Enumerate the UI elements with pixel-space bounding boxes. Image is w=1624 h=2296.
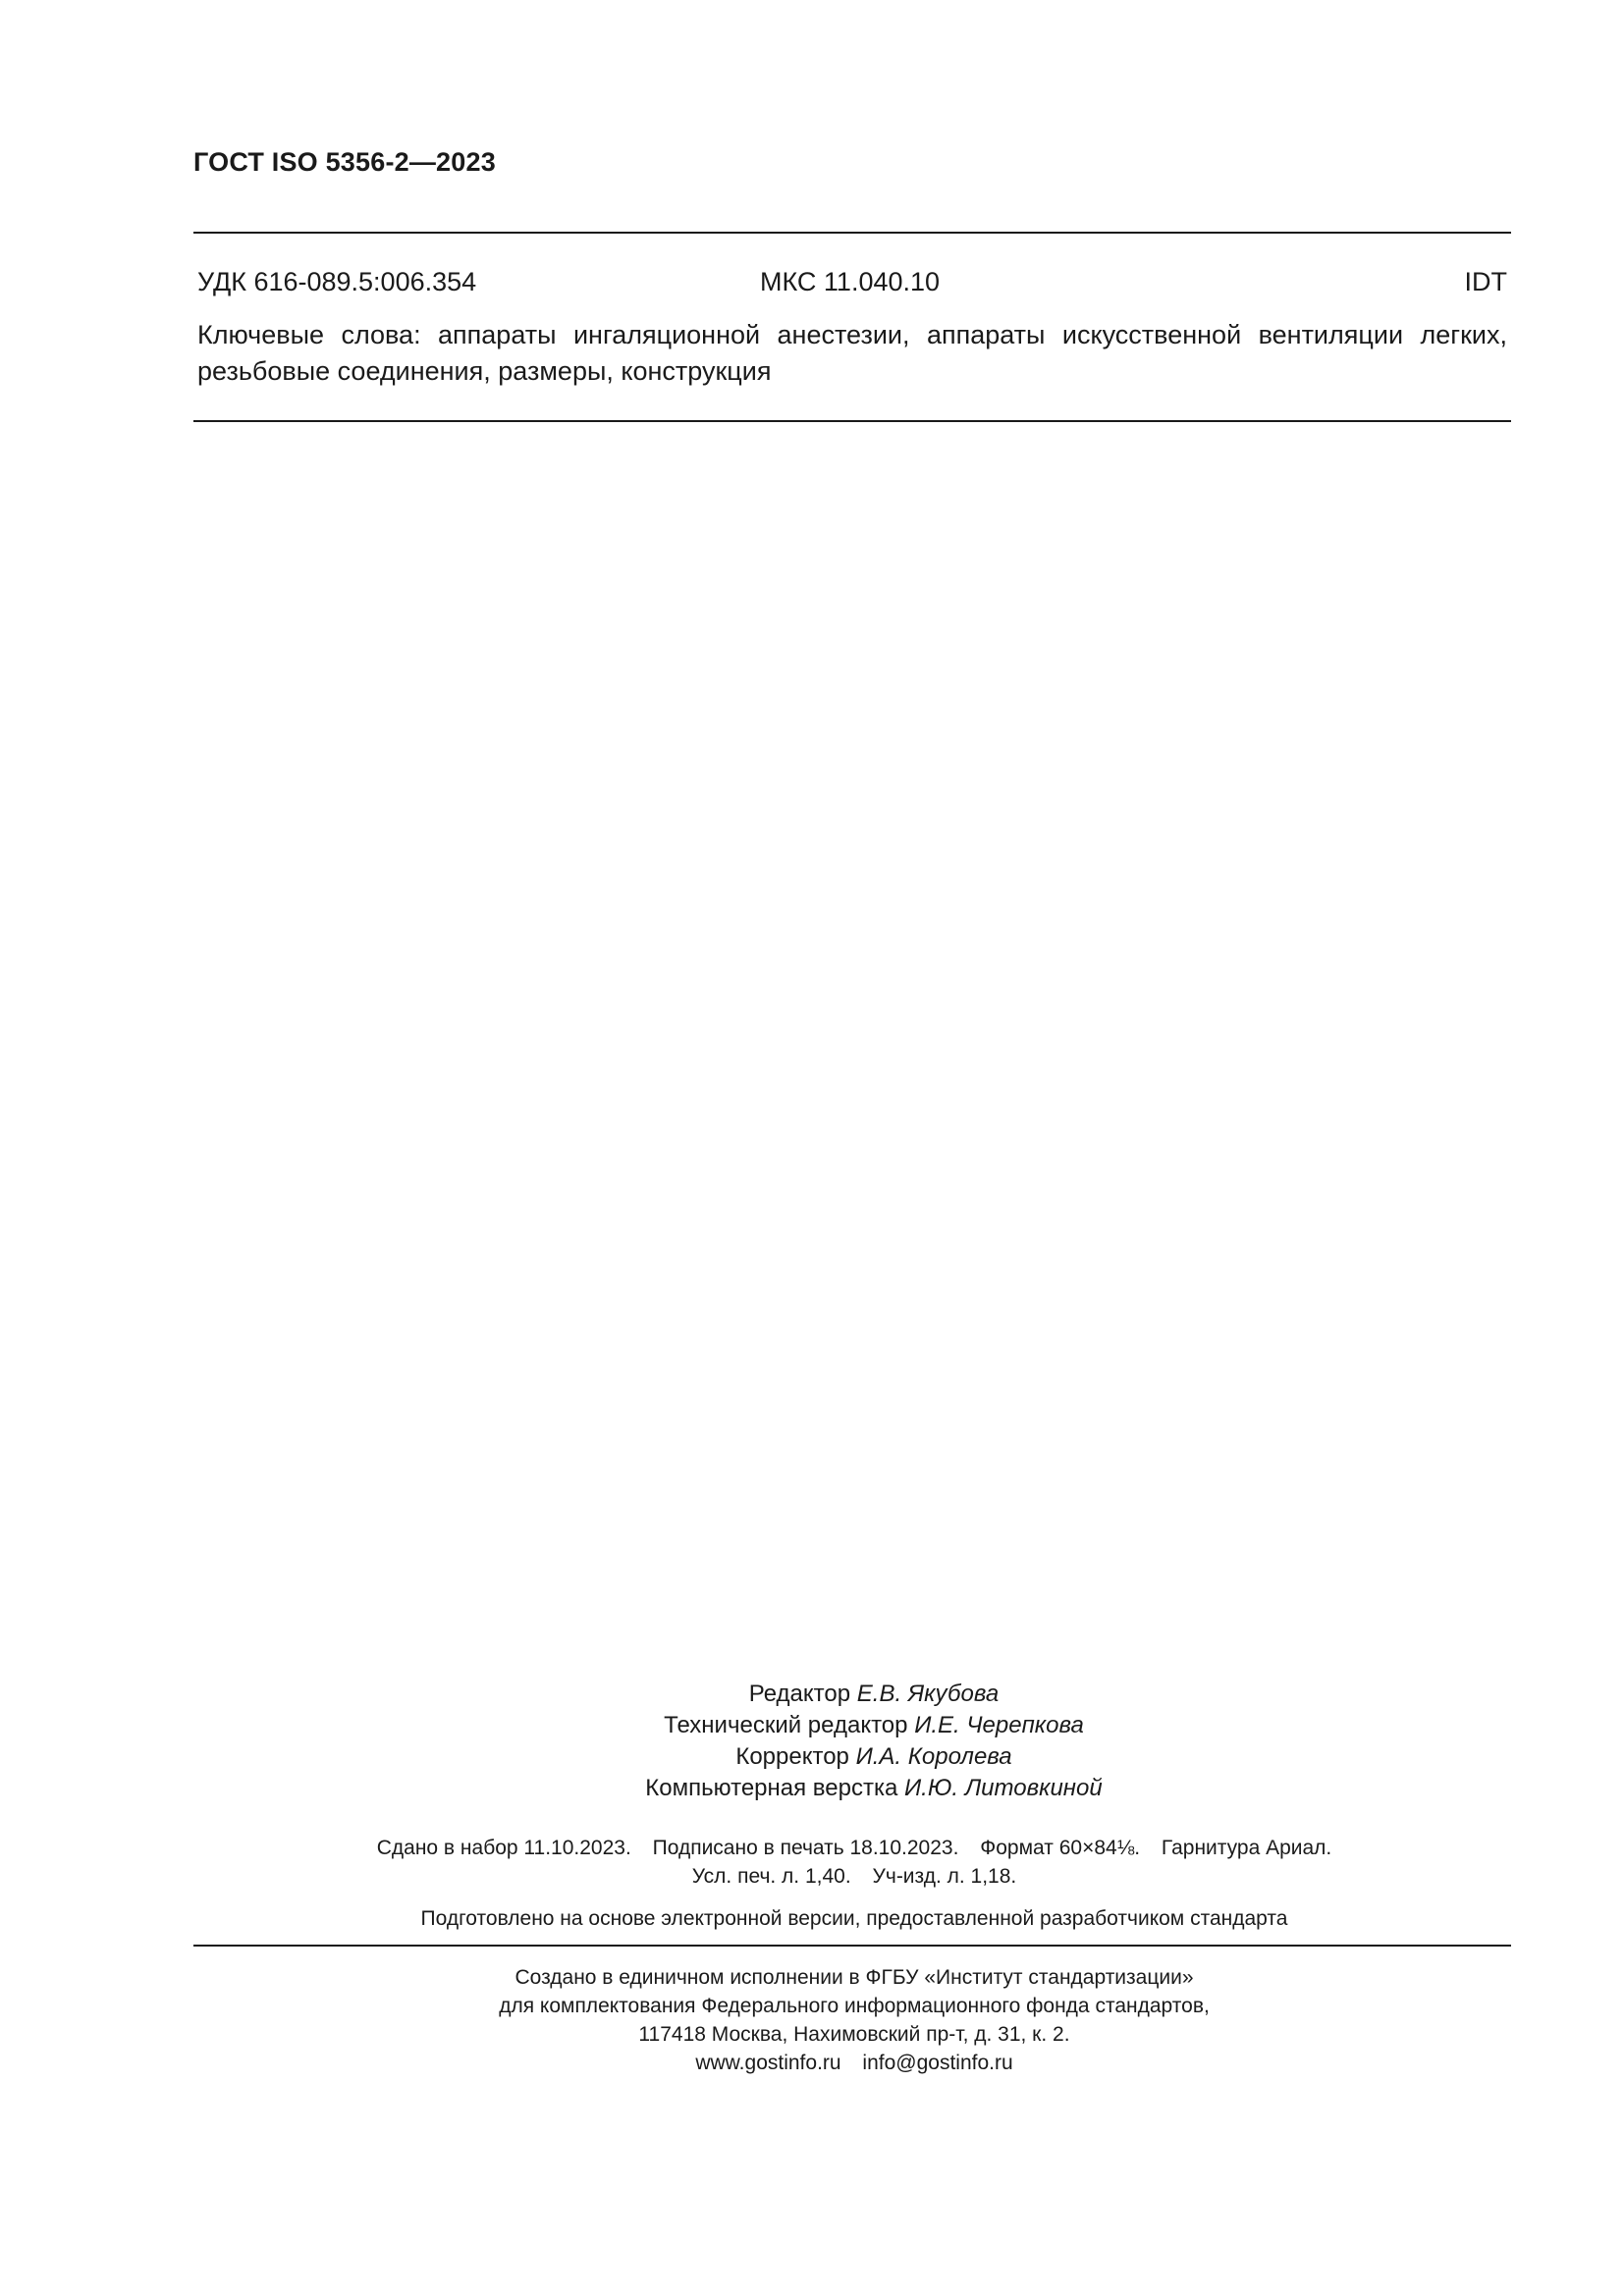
signed-date: Подписано в печать 18.10.2023. (652, 1837, 959, 1859)
credit-role: Технический редактор (664, 1712, 908, 1738)
credit-proofreader (432, 1741, 1316, 1773)
credit-name: И.Ю. Литовкиной (904, 1775, 1103, 1801)
print-info-line-2 (245, 1862, 1463, 1891)
publisher-contacts (245, 2049, 1463, 2077)
mks-code: МКС 11.040.10 (760, 267, 941, 296)
credit-editor (432, 1679, 1316, 1710)
credit-role: Редактор (748, 1681, 851, 1707)
credits-block (432, 1679, 1316, 1804)
print-info-line-1 (245, 1834, 1463, 1862)
credit-name: И.Е. Черепкова (914, 1712, 1084, 1738)
udk-code: УДК 616-089.5:006.354 (197, 267, 477, 296)
keywords: Ключевые слова: аппараты ингаляционной анестезии, аппараты искусственной вентиляции легких, резьбовые соединения, размеры, конструкция (197, 320, 1507, 386)
website-link[interactable]: www.gostinfo.ru (695, 2052, 841, 2074)
publisher-line-1: Создано в единичном исполнении в ФГБУ «Институт стандартизации» (514, 1966, 1194, 1989)
paper-format: Формат 60×84⅛. (980, 1837, 1141, 1859)
classifier-row (197, 267, 1507, 302)
publisher-block (245, 1963, 1463, 2077)
publisher-line-2: для комплектования Федерального информационного фонда стандартов, (499, 1995, 1210, 2017)
credit-role: Компьютерная верстка (645, 1775, 898, 1801)
email-link[interactable]: info@gostinfo.ru (862, 2052, 1013, 2074)
credit-name: Е.В. Якубова (856, 1681, 1000, 1707)
publisher-address: 117418 Москва, Нахимовский пр-т, д. 31, к. 2. (638, 2023, 1070, 2046)
print-sheets: Усл. печ. л. 1,40. (691, 1865, 851, 1888)
prepared-note: Подготовлено на основе электронной версии, предоставленной разработчиком стандарта (420, 1907, 1288, 1930)
credit-technical-editor (432, 1710, 1316, 1741)
print-info (245, 1834, 1463, 1891)
document-code: ГОСТ ISO 5356-2—2023 (193, 147, 496, 177)
typeface: Гарнитура Ариал. (1161, 1837, 1332, 1859)
credit-role: Корректор (735, 1743, 849, 1770)
divider-top (193, 232, 1511, 234)
divider-keywords (193, 420, 1511, 422)
typeset-date: Сдано в набор 11.10.2023. (376, 1837, 631, 1859)
divider-bottom (193, 1945, 1511, 1947)
credit-name: И.А. Королева (855, 1743, 1012, 1770)
equivalence-code: IDT (1464, 267, 1507, 296)
publisher-sheets: Уч-изд. л. 1,18. (872, 1865, 1017, 1888)
credit-layout (432, 1773, 1316, 1804)
